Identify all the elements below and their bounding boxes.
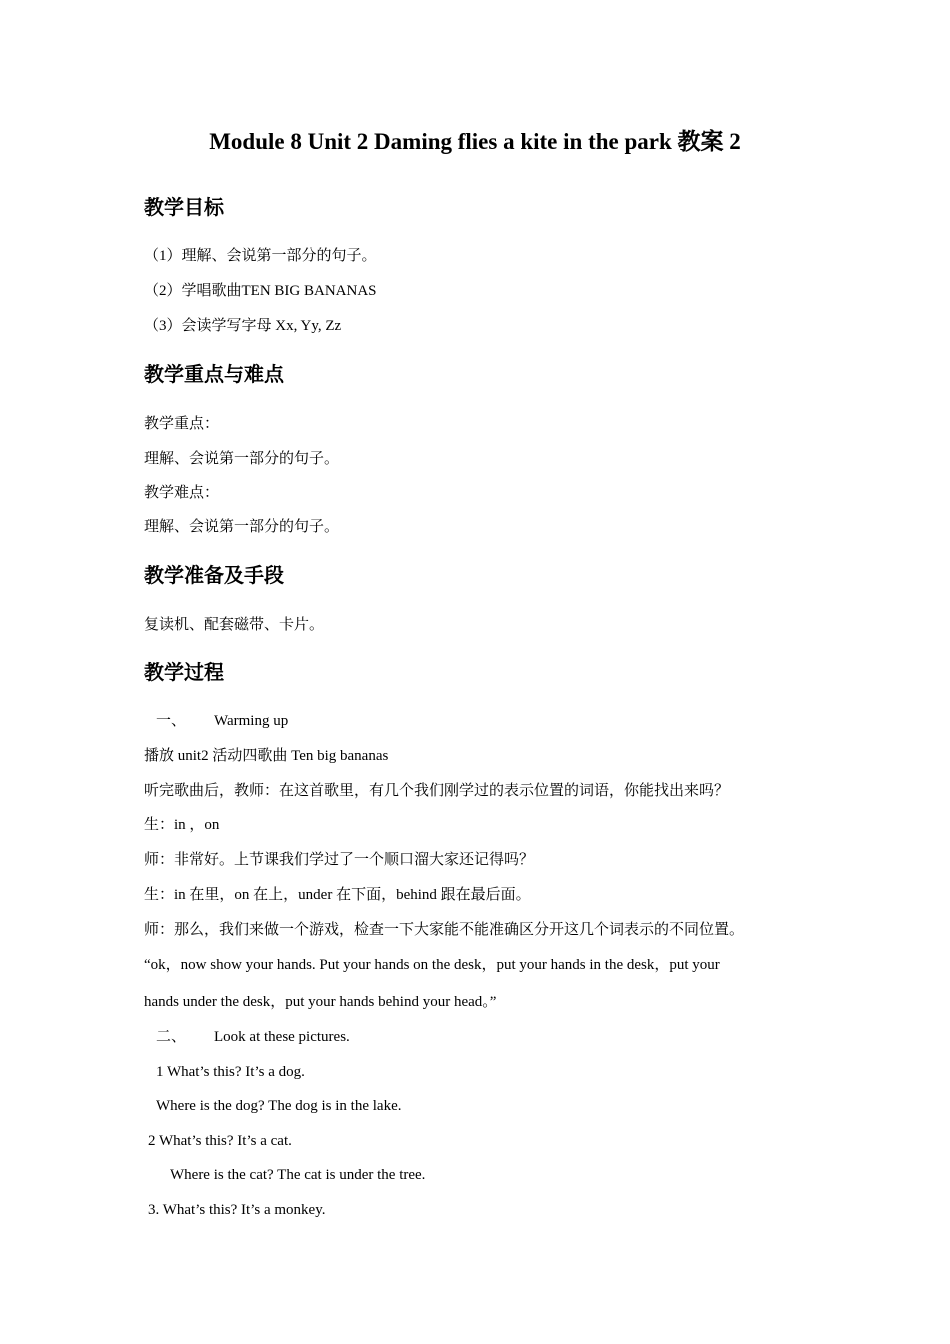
key-point-label: 教学重点： xyxy=(144,416,220,432)
step-1-number: 一、 xyxy=(156,713,187,729)
objective-item-2: （2）学唱歌曲TEN BIG BANANAS xyxy=(144,283,377,299)
document-title: Module 8 Unit 2 Daming flies a kite in the park 教案 2 xyxy=(209,129,741,154)
step-2 xyxy=(156,1027,350,1047)
picture-line-2: Where is the dog? The dog is in the lake. xyxy=(156,1098,402,1114)
picture-line-1: 1 What’s this? It’s a dog. xyxy=(156,1064,305,1080)
process-line-7: “ok，now show your hands. Put your hands on the desk，put your hands in the desk，put your xyxy=(144,957,720,973)
heading-process: 教学过程 xyxy=(144,662,224,684)
process-line-1: 播放 unit2 活动四歌曲 Ten big bananas xyxy=(144,748,389,764)
picture-line-3: 2 What’s this? It’s a cat. xyxy=(148,1133,292,1149)
objective-item-3: （3）会读学写字母 Xx, Yy, Zz xyxy=(144,318,342,334)
picture-line-4: Where is the cat? The cat is under the tree. xyxy=(170,1167,426,1183)
process-line-8: hands under the desk，put your hands behind your head。” xyxy=(144,994,497,1010)
step-2-number: 二、 xyxy=(156,1029,187,1045)
process-line-6: 师：那么，我们来做一个游戏，检查一下大家能不能准确区分开这几个词表示的不同位置。 xyxy=(144,922,745,938)
objective-item-1: （1）理解、会说第一部分的句子。 xyxy=(144,248,377,264)
key-point-text: 理解、会说第一部分的句子。 xyxy=(144,451,340,467)
process-line-3: 生：in ，on xyxy=(144,817,220,833)
picture-line-5: 3. What’s this? It’s a monkey. xyxy=(148,1202,326,1218)
difficult-point-text: 理解、会说第一部分的句子。 xyxy=(144,519,340,535)
process-line-4: 师：非常好。上节课我们学过了一个顺口溜大家还记得吗？ xyxy=(144,852,535,868)
step-2-label: Look at these pictures. xyxy=(214,1029,350,1045)
heading-key-points: 教学重点与难点 xyxy=(144,364,284,386)
step-1 xyxy=(156,711,288,731)
process-line-2: 听完歌曲后，教师：在这首歌里，有几个我们刚学过的表示位置的词语，你能找出来吗？ xyxy=(144,783,730,799)
difficult-point-label: 教学难点： xyxy=(144,485,220,501)
heading-objectives: 教学目标 xyxy=(144,197,224,219)
step-1-label: Warming up xyxy=(214,713,289,729)
heading-preparation: 教学准备及手段 xyxy=(144,565,284,587)
preparation-text: 复读机、配套磁带、卡片。 xyxy=(144,617,325,633)
process-line-5: 生：in 在里，on 在上，under 在下面，behind 跟在最后面。 xyxy=(144,887,531,903)
